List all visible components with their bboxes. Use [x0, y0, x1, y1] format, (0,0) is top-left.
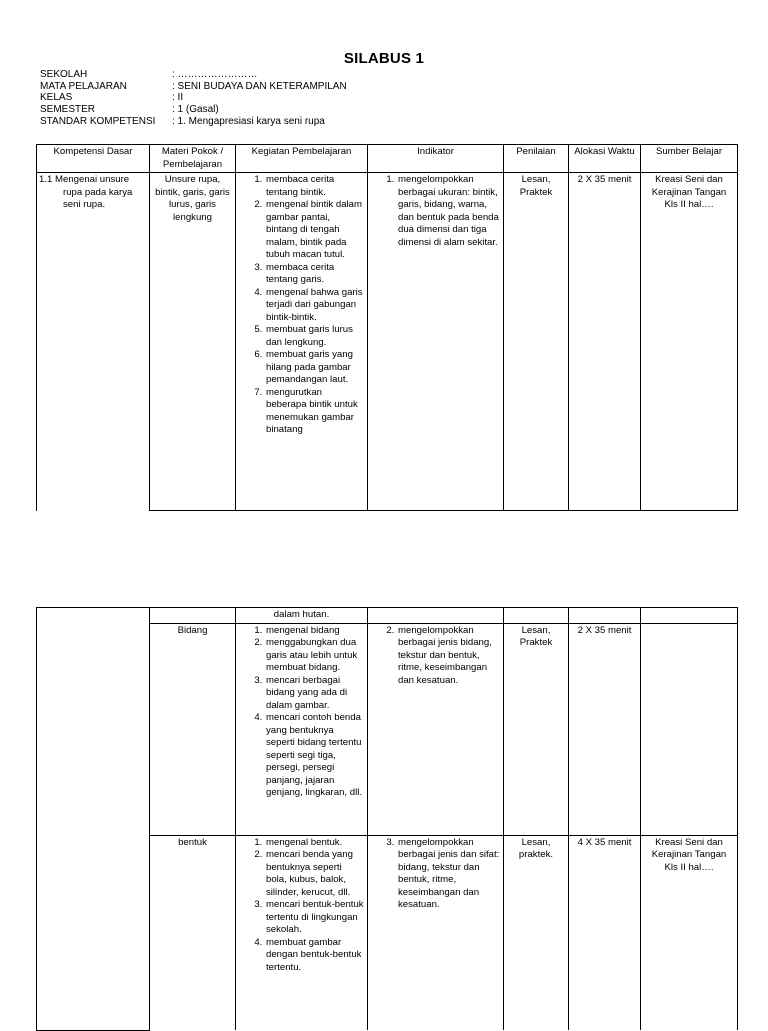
header-info: [40, 69, 347, 128]
list-item: 2. menggabungkan dua garis atau lebih untuk membuat bidang.: [265, 637, 364, 675]
kegiatan-continued-cell: dalam hutan.: [236, 608, 368, 624]
materi-cell: Unsure rupa, bintik, garis, garis lurus, garis lengkung: [150, 173, 236, 511]
header-value: : SENI BUDAYA DAN KETERAMPILAN: [172, 80, 347, 92]
header-label: MATA PELAJARAN: [40, 80, 127, 92]
list-item: 4. membuat gambar dengan bentuk-bentuk tertentu.: [265, 937, 364, 975]
indikator-cell: [368, 835, 504, 1030]
alokasi-waktu-cell: 4 X 35 menit: [569, 835, 641, 1030]
list-item: 1. mengelompokkan berbagai ukuran: bintik, garis, bidang, warna, dan bentuk pada benda dua dimensi dan tiga dimensi di alam sekitar.: [397, 174, 500, 249]
list-item: 3. mencari berbagai bidang yang ada di dalam gambar.: [265, 675, 364, 713]
penilaian-cell: Lesan, praktek.: [504, 835, 569, 1030]
sumber-belajar-cell: [641, 623, 738, 835]
syllabus-table-2: [36, 607, 738, 1031]
list-item: 5. membuat garis lurus dan lengkung.: [265, 324, 364, 349]
header-label: SEKOLAH: [40, 69, 88, 80]
kompetensi-dasar-cell: [37, 608, 150, 1031]
list-item: 7. mengurutkan beberapa bintik untuk menemukan gambar binatang: [265, 387, 364, 437]
alokasi-waktu-cell: 2 X 35 menit: [569, 623, 641, 835]
alokasi-waktu-cell: [569, 608, 641, 624]
materi-cell: Bidang: [150, 623, 236, 835]
list-item: 3. membaca cerita tentang garis.: [265, 262, 364, 287]
header-row-sekolah: [40, 69, 347, 81]
header-value: : ……………………: [172, 69, 258, 80]
table-header-row: [37, 145, 738, 173]
list-item: 1. membaca cerita tentang bintik.: [265, 174, 364, 199]
page-title: SILABUS 1: [343, 50, 425, 67]
penilaian-cell: Lesan, Praktek: [504, 173, 569, 511]
list-item: 3. mengelompokkan berbagai jenis dan sifat: bidang, tekstur dan bentuk, ritme, keseimbangan dan kesatuan.: [397, 837, 500, 912]
kegiatan-list: [239, 174, 364, 437]
alokasi-waktu-cell: 2 X 35 menit: [569, 173, 641, 511]
indikator-cell: [368, 608, 504, 624]
list-item: 2. mencari benda yang bentuknya seperti bola, kubus, balok, silinder, kerucut, dll.: [265, 849, 364, 899]
column-header-alokasi-waktu: Alokasi Waktu: [569, 145, 641, 173]
kegiatan-list: [239, 837, 364, 975]
header-label: KELAS: [40, 92, 73, 104]
list-item: 1. mengenal bidang: [265, 625, 364, 638]
header-value: : II: [172, 92, 184, 104]
column-header-materi-pokok: Materi Pokok / Pembelajaran: [150, 145, 236, 173]
list-item: 3. mencari bentuk-bentuk tertentu di lingkungan sekolah.: [265, 899, 364, 937]
header-value: : 1. Mengapresiasi karya seni rupa: [172, 115, 325, 127]
kegiatan-list: [239, 625, 364, 800]
table-row: [37, 173, 738, 511]
syllabus-table-1: [36, 144, 738, 511]
column-header-kegiatan: Kegiatan Pembelajaran: [236, 145, 368, 173]
materi-cell: bentuk: [150, 835, 236, 1030]
table-row-continued: [37, 608, 738, 624]
materi-cell: [150, 608, 236, 624]
penilaian-cell: [504, 608, 569, 624]
list-item: 4. mengenal bahwa garis terjadi dari gabungan bintik-bintik.: [265, 287, 364, 325]
sumber-belajar-cell: [641, 608, 738, 624]
kegiatan-cell: [236, 623, 368, 835]
column-header-sumber-belajar: Sumber Belajar: [641, 145, 738, 173]
header-label: SEMESTER: [40, 104, 96, 116]
list-item: 2. mengelompokkan berbagai jenis bidang, tekstur dan bentuk, ritme, keseimbangan dan kesatuan.: [397, 625, 500, 688]
list-item: 1. mengenal bentuk.: [265, 837, 364, 850]
indikator-list: [371, 174, 500, 249]
kegiatan-cell: [236, 173, 368, 511]
header-row-standar-kompetensi: [40, 116, 347, 128]
indikator-list: [371, 625, 500, 688]
list-item: 2. mengenal bintik dalam gambar pantai, bintang di tengah malam, bintik pada tubuh macan tutul.: [265, 199, 364, 262]
header-row-mata-pelajaran: [40, 81, 347, 93]
list-item: 6. membuat garis yang hilang pada gambar pemandangan laut.: [265, 349, 364, 387]
header-value: : 1 (Gasal): [172, 104, 219, 116]
kegiatan-cell: [236, 835, 368, 1030]
indikator-cell: [368, 623, 504, 835]
column-header-penilaian: Penilaian: [504, 145, 569, 173]
column-header-kompetensi-dasar: Kompetensi Dasar: [37, 145, 150, 173]
sumber-belajar-cell: Kreasi Seni dan Kerajinan Tangan Kls II hal….: [641, 835, 738, 1030]
column-header-indikator: Indikator: [368, 145, 504, 173]
header-label: STANDAR KOMPETENSI: [40, 115, 156, 127]
kompetensi-dasar-cell: 1.1 Mengenai unsure rupa pada karya seni rupa.: [37, 173, 150, 511]
header-row-semester: [40, 104, 347, 116]
indikator-cell: [368, 173, 504, 511]
list-item: 4. mencari contoh benda yang bentuknya seperti bidang tertentu seperti segi tiga, persegi, persegi panjang, jajaran genjang, lingkaran, dll.: [265, 712, 364, 800]
header-row-kelas: [40, 92, 347, 104]
penilaian-cell: Lesan, Praktek: [504, 623, 569, 835]
indikator-list: [371, 837, 500, 912]
sumber-belajar-cell: Kreasi Seni dan Kerajinan Tangan Kls II hal….: [641, 173, 738, 511]
